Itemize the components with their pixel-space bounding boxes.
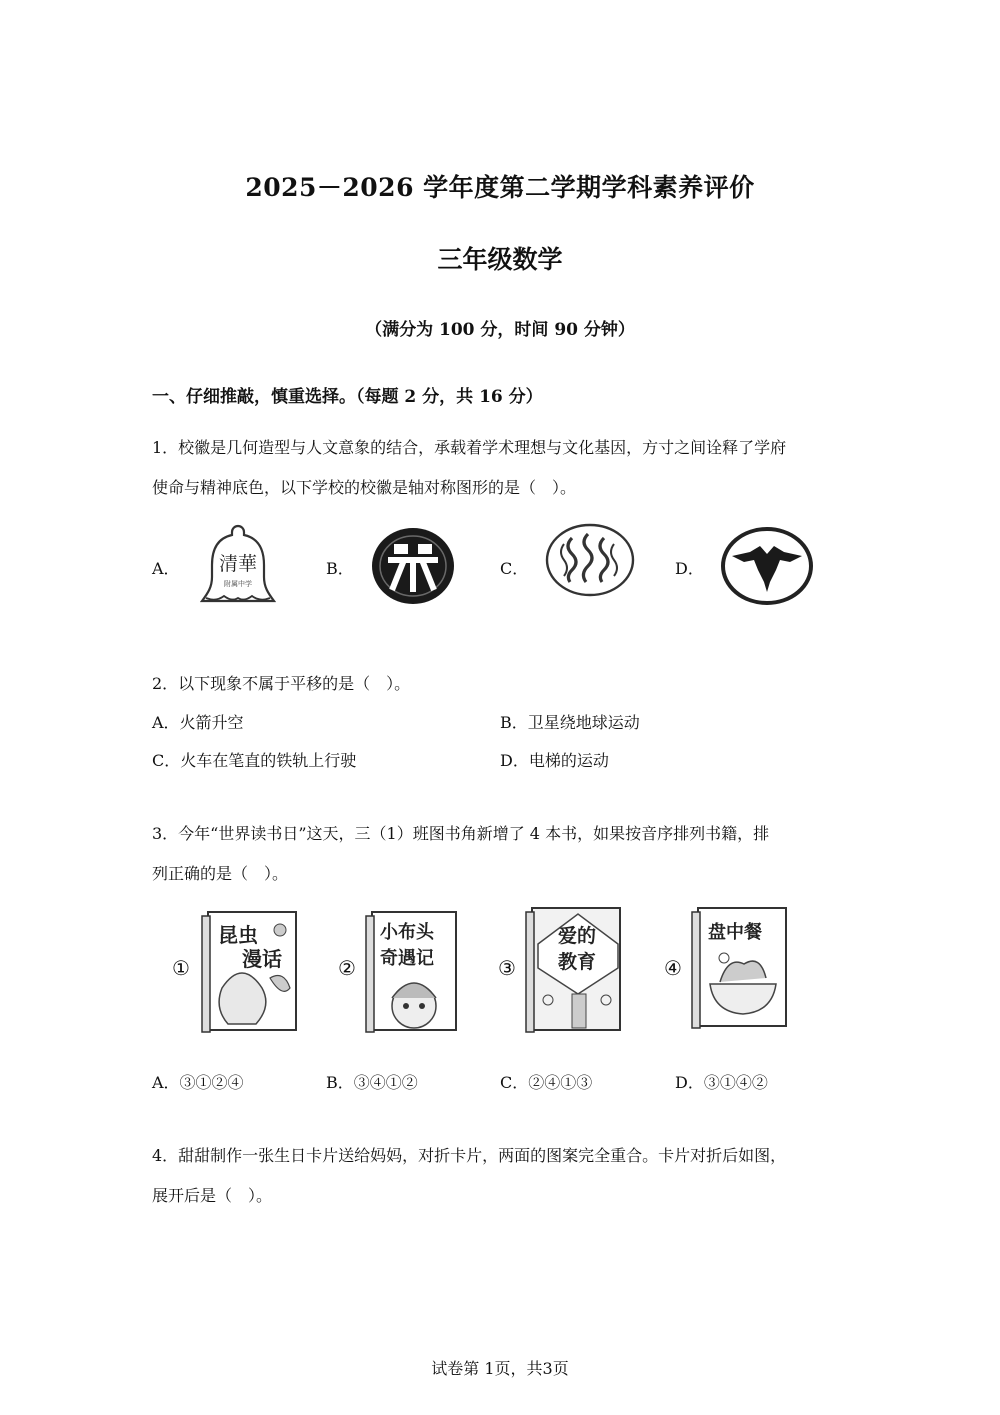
question-2: 2．以下现象不属于平移的是（ ）。 [152,674,411,693]
badge-a-bell-icon [200,522,276,606]
book-1-cover-icon [200,908,300,1034]
badge-a-text: 清華 [218,553,258,575]
q3-option-a: A．③①②④ [152,1073,244,1092]
section-heading: 一、仔细推敲，慎重选择。（每题 2 分，共 16 分） [152,387,543,407]
book-4-cover-icon [690,904,790,1030]
q1-option-a-label: A． [152,559,180,578]
book-4-title1: 盘中餐 [708,922,762,943]
book-1-number: ① [172,956,190,980]
book-3-title1: 爱的 [558,925,597,947]
question-4-line1: 4．甜甜制作一张生日卡片送给妈妈，对折卡片，两面的图案完全重合。卡片对折后如图， [152,1146,787,1165]
question-1-line2: 使命与精神底色，以下学校的校徽是轴对称图形的是（ ）。 [152,478,577,497]
question-1-line1: 1．校徽是几何造型与人文意象的结合，承载着学术理想与文化基因，方寸之间诠释了学府 [152,438,787,457]
book-1-title2: 漫话 [242,947,282,971]
book-3-title2: 教育 [558,951,597,973]
question-4-line2: 展开后是（ ）。 [152,1186,273,1205]
badge-d-bird-icon [720,526,814,606]
question-4 [152,1136,852,1216]
q2-option-b: B．卫星绕地球运动 [500,713,640,732]
exam-title: 2025－2026 学年度第二学期学科素养评价 [245,173,755,202]
book-2-title1: 小布头 [380,922,434,943]
badge-a-subtext: 附属中学 [224,580,252,588]
book-1-title1: 昆虫 [218,923,258,947]
q3-option-c: C．②④①③ [500,1073,593,1092]
question-3-line1: 3．今年“世界读书日”这天，三（1）班图书角新增了 4 本书，如果按音序排列书籍，排 [152,824,770,843]
book-3-number: ③ [498,956,516,980]
exam-note: （满分为 100 分，时间 90 分钟） [365,320,635,340]
badge-c-waves-icon [544,522,636,598]
question-1 [152,428,852,508]
exam-subject: 三年级数学 [437,245,563,274]
page-footer: 试卷第 1页，共3页 [431,1359,569,1378]
q2-option-a: A．火箭升空 [152,713,244,732]
q1-option-d-label: D． [675,559,704,578]
book-4-number: ④ [664,956,682,980]
q3-option-d: D．③①④② [675,1073,768,1092]
book-3-cover-icon [524,904,624,1034]
badge-b-emblem-icon [370,526,456,606]
q3-option-b: B．③④①② [326,1073,418,1092]
book-2-number: ② [338,956,356,980]
q1-option-c-label: C． [500,559,529,578]
question-3-line2: 列正确的是（ ）。 [152,864,289,883]
question-3 [152,814,852,894]
book-2-cover-icon [364,908,460,1034]
q2-option-c: C．火车在笔直的铁轨上行驶 [152,751,357,770]
book-2-title2: 奇遇记 [380,948,434,969]
q2-option-d: D．电梯的运动 [500,751,609,770]
q1-option-b-label: B． [326,559,354,578]
